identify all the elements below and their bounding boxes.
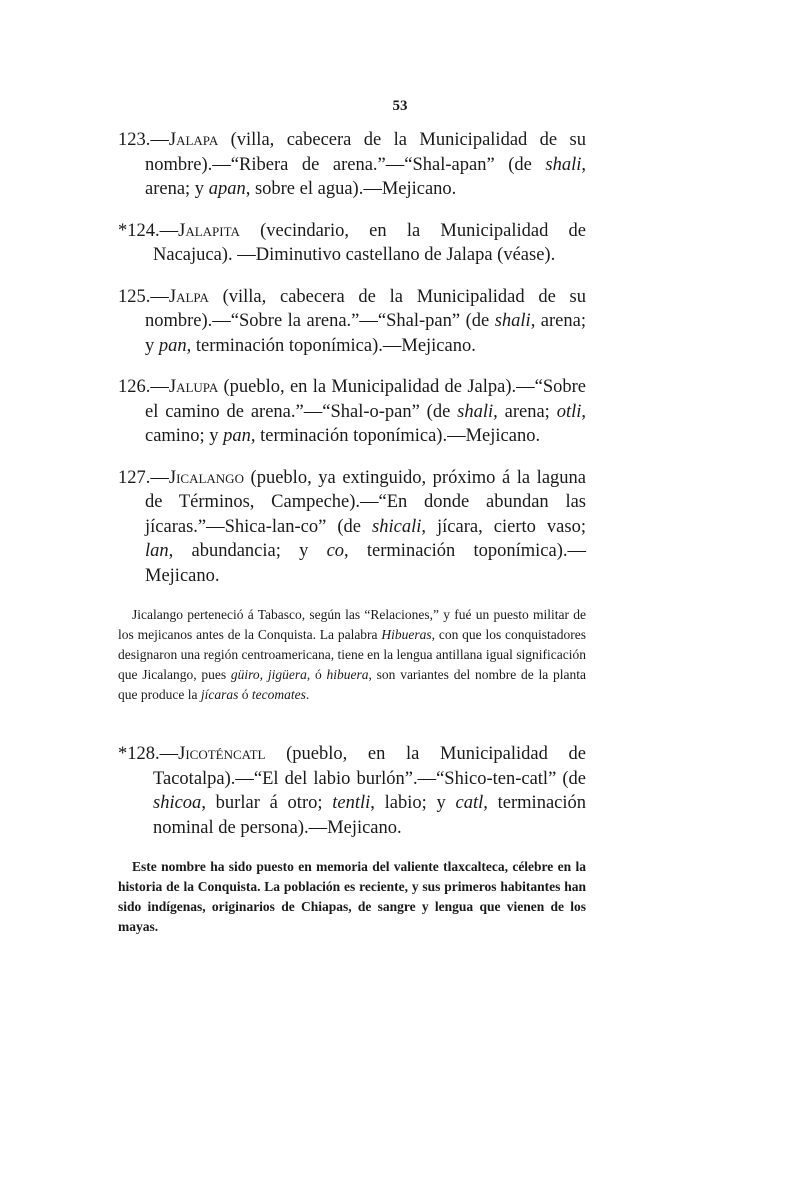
entry-list [118,128,586,954]
entry-term: pan [158,335,187,356]
entry-term: pan [223,426,251,446]
entry-text: , terminación toponímica).—Mejicano. [186,335,476,356]
entry-text: (pueblo, ya extinguido, próximo á la laguna de Términos, Campeche).—“En donde abundan las jícaras.”—Shica-lan-co” (de [145,467,586,537]
note-text: , ó [306,667,327,682]
entry-number: 127.— [118,467,169,488]
entry-number: *128.— [118,744,179,764]
entry-text: , abundancia; y [168,541,327,561]
entry-126 [118,375,586,449]
entry-text: (vecindario, en la Municipalidad de Nacajuca). —Diminutivo castellano de Jalapa (véase). [153,220,586,265]
entry-text: , sobre el agua).—Mejicano. [245,179,457,199]
entry-number: 126.— [118,377,169,397]
entry-headword: Jalapa [168,130,219,150]
note-term: Hibueras [381,627,432,642]
spacer [118,722,586,742]
note-term: tecomates [251,687,306,702]
note-127 [118,605,586,705]
entry-number: 125.— [118,286,169,307]
entry-text: , terminación toponímica).—Mejicano. [145,541,586,586]
entry-term: catl [455,793,484,813]
entry-term: tentli [332,793,371,813]
entry-headword: Jicoténcatl [178,744,266,764]
entry-term: apan [208,179,246,199]
entry-headword: Jicalango [168,467,244,488]
page-number: 53 [392,98,408,114]
entry-text: (villa, cabecera de la Municipalidad de su nombre).—“Ribera de arena.”—“Shal-apan” (de [145,130,586,175]
entry-term: otli [556,401,582,422]
entry-term: shicoa [153,793,202,813]
note-text: Jicalango perteneció á Tabasco, según las “Relaciones,” y fué un puesto militar de los mejicanos antes de la Conquista. La palabra [118,607,586,642]
note-term: hibuera [326,667,369,682]
entry-text: , arena; [493,401,557,422]
entry-text: , terminación toponímica).—Mejicano. [250,426,541,446]
entry-text: , labio; y [370,793,456,813]
entry-number: *124.— [118,220,179,241]
entry-text: (pueblo, en la Municipalidad de Jalpa).—“Sobre el camino de arena.”—“Shal-o-pan” (de [145,377,586,422]
entry-text: , arena; y [145,154,586,199]
entry-headword: Jalapita [178,220,240,241]
note-128 [118,857,586,937]
entry-term: shicali [372,516,422,537]
note-text: . [305,687,310,702]
entry-text: , terminación nominal de persona).—Mejicano. [153,793,587,838]
entry-125 [118,285,586,359]
entry-127 [118,466,586,589]
entry-123 [118,128,586,202]
entry-headword: Jalpa [168,286,209,307]
entry-term: shali [494,311,531,331]
note-text: ó [238,687,252,702]
entry-text: , burlar á otro; [201,793,333,813]
entry-term: lan [145,541,169,561]
entry-text: , arena; y [145,311,586,356]
note-text: , son variantes del nombre de la planta que produce la [118,667,586,702]
entry-number: 123.— [118,130,169,150]
note-text: Este nombre ha sido puesto en memoria del valiente tlaxcalteca, célebre en la historia de la Conquista. La población es reciente, y sus primeros habitantes han sido indígenas, originarios de Chiapas, de sangre y lengua que vienen de los mayas. [118,859,586,934]
entry-text: (pueblo, en la Municipalidad de Tacotalpa).—“El del labio burlón”.—“Shico-ten-catl” (de [153,744,586,789]
entry-text: (villa, cabecera de la Municipalidad de su nombre).—“Sobre la arena.”—“Shal-pan” (de [145,286,586,331]
note-term: jícaras [200,687,239,702]
entry-headword: Jalupa [168,377,219,397]
entry-text: , camino; y [145,401,586,446]
note-term: güiro, jigüera [230,667,307,682]
entry-term: co [326,541,345,561]
entry-text: , jícara, cierto vaso; [421,516,586,537]
note-text: , con que los conquistadores designaron una región centroamericana, tiene en la lengua antillana igual significación que Jicalango, pues [118,627,587,682]
entry-128 [118,742,586,840]
entry-124 [118,219,586,268]
entry-term: shali [545,154,582,175]
entry-term: shali [457,401,494,422]
